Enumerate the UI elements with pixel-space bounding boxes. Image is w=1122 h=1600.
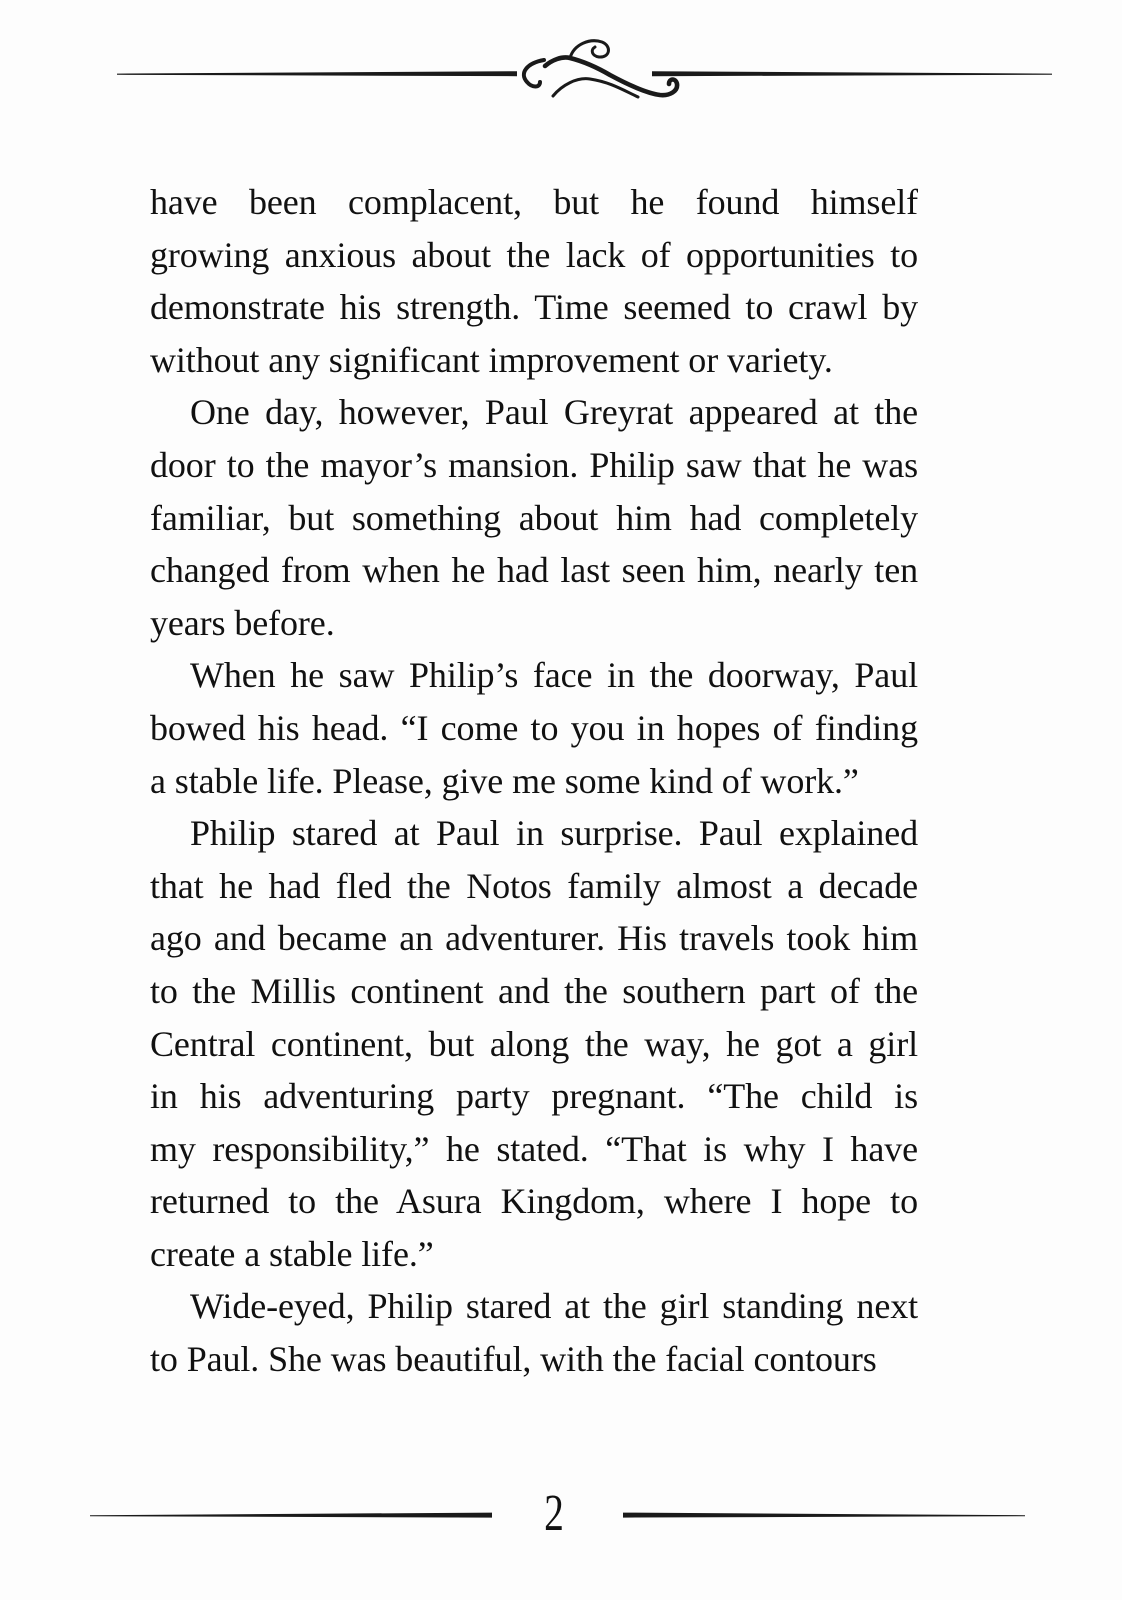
text-line: have been complacent, but he found himself [150,182,918,222]
text-line: demonstrate his strength. Time seemed to crawl by [150,287,918,328]
text-line: One day, however, Paul Greyrat appeared at the [190,392,918,433]
text-line: to Paul. She was beautiful, with the facial contours [150,1339,877,1380]
header-divider [0,30,1122,120]
text-line: to the Millis continent and the southern part of the [150,970,918,1011]
text-line: years before. [150,602,335,643]
page-number: 2 [544,1485,564,1542]
text-line: changed from when he had last seen him, nearly ten [150,550,918,591]
page-text [150,176,918,1386]
text-line: a stable life. Please, give me some kind of work.” [150,760,859,801]
paragraph [150,386,918,649]
text-line: familiar, but something about him had completely [150,497,918,538]
text-line: that he had fled the Notos family almost a decade [150,865,918,906]
footer-rule-left [90,1513,492,1518]
text-line: in his adventuring party pregnant. “The child is [150,1076,918,1117]
text-line: When he saw Philip’s face in the doorway, Paul [190,655,918,696]
flourish-ornament-icon [524,41,677,97]
header-rule-left [117,71,517,76]
text-line: my responsibility,” he stated. “That is why I have [150,1128,918,1169]
text-line: ago and became an adventurer. His travels took him [150,918,918,959]
text-line: create a stable life.” [150,1233,434,1274]
header-rule-right [652,71,1052,76]
text-line: without any significant improvement or variety. [150,339,833,380]
paragraph [150,1280,918,1385]
paragraph [150,649,918,807]
footer-rule-right [623,1513,1025,1518]
paragraph [150,807,918,1280]
paragraph [150,176,918,386]
text-line: door to the mayor’s mansion. Philip saw that he was [150,444,918,485]
text-line: returned to the Asura Kingdom, where I hope to [150,1181,918,1222]
text-line: bowed his head. “I come to you in hopes of finding [150,707,918,748]
text-line: Wide-eyed, Philip stared at the girl standing next [190,1286,918,1327]
text-line: growing anxious about the lack of opportunities to [150,234,918,275]
text-line: Central continent, but along the way, he got a girl [150,1023,918,1064]
text-line: Philip stared at Paul in surprise. Paul explained [190,813,918,854]
